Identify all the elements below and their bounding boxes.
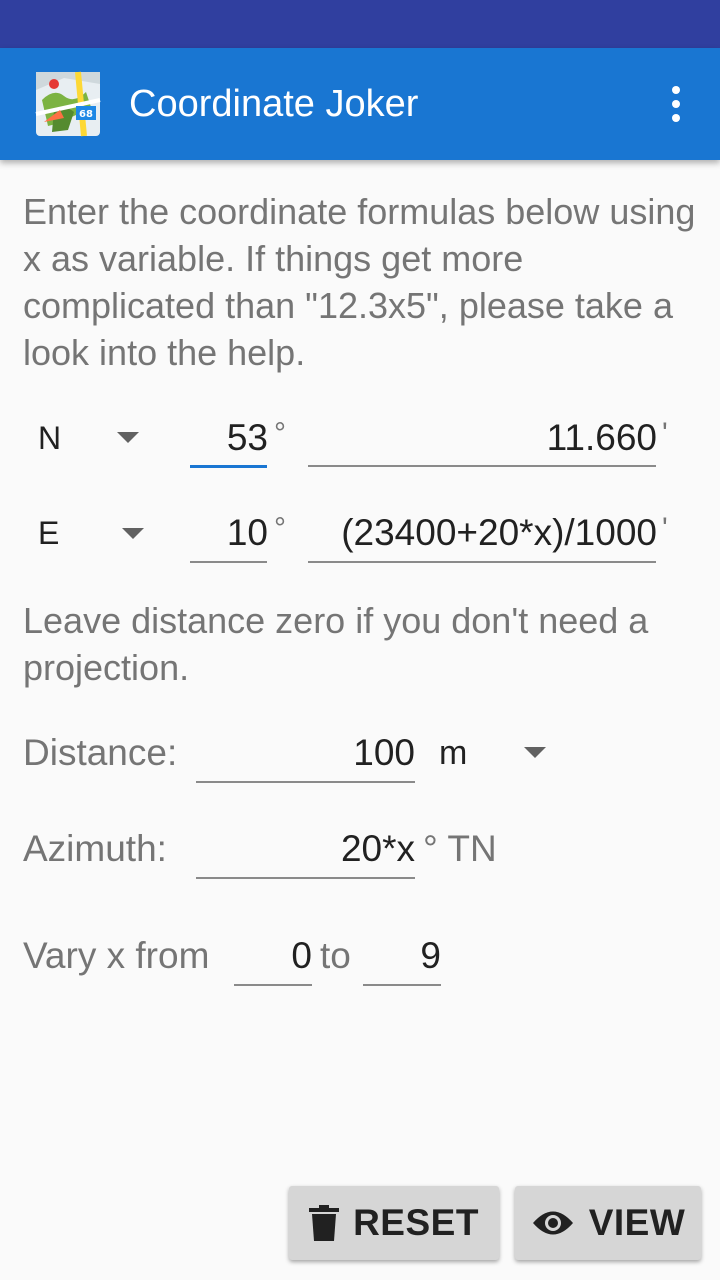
latitude-degrees-input[interactable]: 53 xyxy=(226,417,268,458)
vary-to-underline xyxy=(363,984,441,986)
longitude-degrees-underline xyxy=(190,561,267,563)
latitude-degrees-underline xyxy=(190,465,267,468)
vary-from-input[interactable]: 0 xyxy=(291,935,312,976)
app-title: Coordinate Joker xyxy=(129,83,419,125)
map-logo-icon xyxy=(34,70,102,138)
status-bar xyxy=(0,0,720,48)
trash-icon xyxy=(309,1205,339,1241)
longitude-degrees-input[interactable]: 10 xyxy=(226,512,268,553)
longitude-minutes-underline xyxy=(308,561,656,563)
longitude-direction-select[interactable]: E xyxy=(38,515,60,551)
chevron-down-icon[interactable] xyxy=(524,747,546,758)
distance-underline xyxy=(196,781,415,783)
minute-symbol: ' xyxy=(662,512,668,545)
app-bar xyxy=(0,48,720,160)
longitude-minutes-input[interactable]: (23400+20*x)/1000 xyxy=(341,512,657,553)
vary-to-input[interactable]: 9 xyxy=(420,935,441,976)
azimuth-label: Azimuth: xyxy=(23,828,167,869)
overflow-menu-icon[interactable] xyxy=(656,80,696,128)
intro-text: Enter the coordinate formulas below using x as variable. If things get more complicated than "12.3x5", please take a look into the help. xyxy=(23,191,696,373)
reset-button-label: RESET xyxy=(353,1202,479,1243)
distance-unit-select[interactable]: m xyxy=(439,734,468,772)
distance-label: Distance: xyxy=(23,732,178,773)
minute-symbol: ' xyxy=(662,417,668,450)
eye-icon xyxy=(531,1208,575,1238)
svg-text:68: 68 xyxy=(79,109,93,120)
reset-button[interactable] xyxy=(289,1186,499,1260)
azimuth-underline xyxy=(196,877,415,879)
latitude-direction-select[interactable]: N xyxy=(38,420,62,456)
projection-note: Leave distance zero if you don't need a projection. xyxy=(23,600,649,688)
vary-from-underline xyxy=(234,984,312,986)
azimuth-unit: ° TN xyxy=(423,828,497,869)
distance-input[interactable]: 100 xyxy=(353,732,415,773)
latitude-minutes-input[interactable]: 11.660 xyxy=(546,417,657,458)
degree-symbol: ° xyxy=(274,512,286,545)
azimuth-input[interactable]: 20*x xyxy=(340,828,415,869)
chevron-down-icon[interactable] xyxy=(117,432,139,443)
chevron-down-icon[interactable] xyxy=(122,528,144,539)
vary-to-label: to xyxy=(320,935,351,976)
view-button[interactable] xyxy=(515,1186,701,1260)
latitude-minutes-underline xyxy=(308,465,656,467)
vary-label: Vary x from xyxy=(23,935,210,976)
view-button-label: VIEW xyxy=(588,1202,686,1243)
degree-symbol: ° xyxy=(274,417,286,450)
